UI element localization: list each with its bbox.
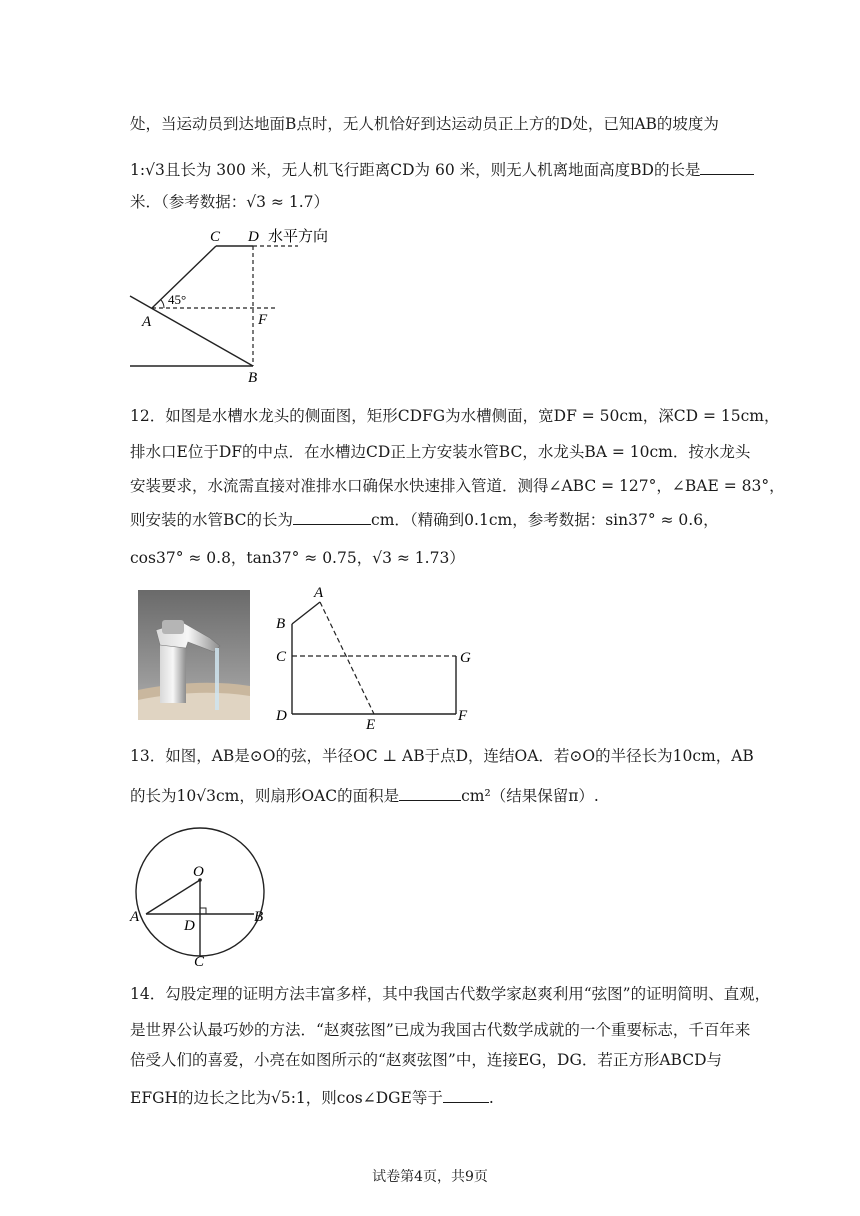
right-angle-mark bbox=[200, 908, 206, 914]
page-footer: 试卷第4页，共9页 bbox=[372, 1169, 488, 1185]
p13-line2-tail: cm²（结果保留π）. bbox=[461, 787, 599, 805]
label-a: A bbox=[314, 585, 324, 601]
p11-line3: 米．（参考数据：√3 ≈ 1.7） bbox=[130, 193, 329, 211]
p11-line1: 处，当运动员到达地面B点时，无人机恰好到达运动员正上方的D处，已知AB的坡度为 bbox=[130, 115, 719, 133]
label-c: C bbox=[210, 229, 221, 245]
p14-line1: 14．勾股定理的证明方法丰富多样，其中我国古代数学家赵爽利用“弦图”的证明简明、直观， bbox=[130, 985, 771, 1003]
label-e: E bbox=[366, 717, 376, 732]
p12-answer-blank[interactable] bbox=[293, 510, 371, 525]
label-b: B bbox=[276, 616, 286, 632]
p14-line3: 倍受人们的喜爱，小亮在如图所示的“赵爽弦图”中，连接EG，DG．若正方形ABCD与 bbox=[130, 1051, 723, 1069]
p14-answer-blank[interactable] bbox=[443, 1088, 489, 1103]
angle-arc bbox=[161, 300, 164, 308]
p11-ratio: 1:√3 bbox=[130, 161, 165, 179]
p14-line4-text: EFGH的边长之比为√5:1，则cos∠DGE等于 bbox=[130, 1089, 443, 1107]
label-b: B bbox=[254, 909, 264, 925]
label-angle: 45° bbox=[168, 292, 187, 307]
p13-line2-text: 的长为10√3cm，则扇形OAC的面积是 bbox=[130, 787, 400, 805]
label-g: G bbox=[460, 650, 471, 666]
label-f: F bbox=[258, 312, 268, 328]
p13-answer-blank[interactable] bbox=[399, 786, 461, 801]
p11-line2-text: 且长为 300 米，无人机飞行距离CD为 60 米，则无人机离地面高度BD的长是 bbox=[164, 161, 701, 179]
p14-line2: 是世界公认最巧妙的方法．“赵爽弦图”已成为我国古代数学成就的一个重要标志，千百年来 bbox=[130, 1021, 751, 1039]
p12-line5: cos37° ≈ 0.8，tan37° ≈ 0.75，√3 ≈ 1.73） bbox=[130, 549, 465, 567]
segment-ae-dashed bbox=[320, 602, 374, 714]
p12-figure bbox=[268, 582, 488, 732]
label-f: F bbox=[458, 708, 468, 724]
label-o: O bbox=[193, 864, 204, 880]
p11-figure bbox=[120, 224, 360, 384]
label-d: D bbox=[184, 918, 195, 934]
p12-line4-text: 则安装的水管BC的长为 bbox=[130, 511, 294, 529]
p12-line1: 12．如图是水槽水龙头的侧面图，矩形CDFG为水槽侧面，宽DF = 50cm，深CD = 15cm， bbox=[130, 407, 780, 425]
p13-line2 bbox=[130, 784, 599, 806]
p14-line4-tail: . bbox=[488, 1089, 494, 1107]
label-d: D bbox=[276, 708, 287, 724]
label-a: A bbox=[130, 909, 140, 925]
label-a: A bbox=[142, 314, 152, 330]
label-c: C bbox=[276, 649, 287, 665]
p13-figure bbox=[124, 820, 284, 970]
p13-line1: 13．如图，AB是⊙O的弦，半径OC ⊥ AB于点D，连结OA．若⊙O的半径长为10cm，AB bbox=[130, 747, 754, 765]
p11-line2 bbox=[130, 158, 754, 180]
p12-line4-tail: cm．（精确到0.1cm，参考数据：sin37° ≈ 0.6， bbox=[371, 511, 719, 529]
radius-oa bbox=[146, 880, 200, 914]
label-c: C bbox=[194, 954, 205, 970]
segment-ba bbox=[292, 602, 320, 624]
p12-line3: 安装要求，水流需直接对准排水口确保水快速排入管道．测得∠ABC = 127°，∠BAE = 83°， bbox=[130, 477, 785, 495]
label-direction: 水平方向 bbox=[268, 229, 329, 245]
faucet-photo bbox=[138, 590, 250, 720]
label-d: D bbox=[248, 229, 259, 245]
label-b: B bbox=[248, 370, 258, 384]
p12-line2: 排水口E位于DF的中点．在水槽边CD正上方安装水管BC，水龙头BA = 10cm．按水龙头 bbox=[130, 443, 751, 461]
p11-answer-blank[interactable] bbox=[700, 160, 754, 175]
p12-line4 bbox=[130, 508, 719, 530]
slope-line-ab bbox=[130, 296, 253, 366]
p14-line4 bbox=[130, 1086, 494, 1108]
